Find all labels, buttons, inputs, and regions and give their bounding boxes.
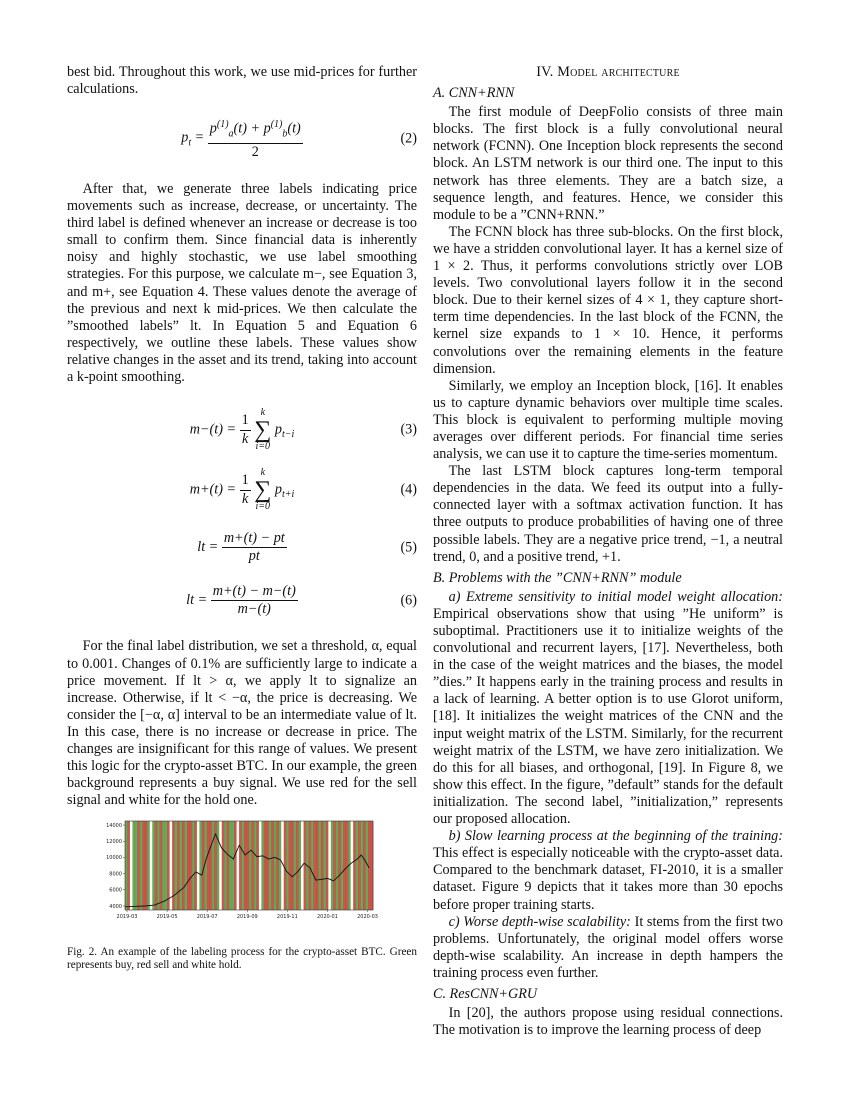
subsection-a-heading: A. CNN+RNN <box>433 85 515 102</box>
label-band <box>135 821 138 910</box>
label-band <box>256 821 259 910</box>
label-band <box>194 821 197 910</box>
label-band <box>368 821 371 910</box>
label-band <box>209 821 212 910</box>
label-band <box>289 821 292 910</box>
label-band <box>333 821 336 910</box>
x-tick-label: 2020-03 <box>357 914 379 920</box>
label-band <box>229 821 232 910</box>
y-tick-label: 6000 <box>109 887 122 894</box>
equation-number: (4) <box>400 481 417 498</box>
x-tick-label: 2019-09 <box>236 914 258 920</box>
x-tick-label: 2019-05 <box>156 914 178 920</box>
equation-number: (6) <box>400 592 417 609</box>
label-band <box>309 821 312 910</box>
y-tick-label: 8000 <box>109 871 122 878</box>
label-band <box>296 821 299 910</box>
label-band <box>266 821 269 910</box>
right-column <box>433 64 783 1039</box>
label-band <box>279 821 282 910</box>
label-band <box>224 821 227 910</box>
label-band <box>219 821 222 910</box>
label-band <box>160 821 163 910</box>
label-band <box>341 821 344 910</box>
label-band <box>286 821 289 910</box>
label-band <box>212 821 215 910</box>
rescnn-paragraph-1: In [20], the authors propose using residual connections. The motivation is to improve the learning process of deep <box>433 1005 783 1039</box>
equation-number: (2) <box>400 130 417 147</box>
label-band <box>197 821 200 910</box>
y-tick-label: 4000 <box>109 903 122 910</box>
label-band <box>294 821 297 910</box>
label-band <box>185 821 188 910</box>
label-band <box>187 821 190 910</box>
label-band <box>269 821 272 910</box>
label-band <box>147 821 150 910</box>
label-band <box>346 821 349 910</box>
problem-c-paragraph: c) Worse depth-wise scalability: It stems from the first two problems. Unfortunately, the original model offers worse depth-wise scalability. An increase in depth hampers the training process even further. <box>433 913 783 981</box>
figure-caption: Fig. 2. An example of the labeling process for the crypto-asset BTC. Green represents buy, red sell and white hold. <box>67 946 417 971</box>
label-band <box>244 821 247 910</box>
problem-a-paragraph: a) Extreme sensitivity to initial model weight allocation: Empirical observations show that using ”He uniform” is suboptimal. Practitioners use it to initialize weights of the convolutional and recurrent layers, [17]. Nevertheless, both in the case of the weight matrices and the biases, the model ”dies.” It happens early in the training process and results in a lack of learning. A better option is to use Glorot uniform, [18]. It initializes the weight matrices of the CNN and the input weight matrix of the LSTM. Similarly, for the recurrent weight matrix of the LSTM, we have zero initialization. We do this for all biases, and orthogonal, [19]. In Figure 8, we show this effect. In the figure, ”default” stands for the default initialization. The second label, ”initialization,” represents our proposed allocation. <box>433 588 783 828</box>
label-band <box>318 821 321 910</box>
label-band <box>189 821 192 910</box>
label-band <box>130 821 133 910</box>
cnn-rnn-paragraph-1: The first module of DeepFolio consists of three main blocks. The first block is a fully convolutional neural network (FCNN). One Inception block represents the second block. An LSTM network is our third one. The input to this network has three elements. They are a batch size, a sequence length, and features. Hence, we consider this module to be a ”CNN+RNN.” <box>433 104 783 223</box>
label-band <box>274 821 277 910</box>
threshold-paragraph: For the final label distribution, we set a threshold, α, equal to 0.001. Changes of 0.1% are sufficiently large to indicate a price movement. If lt > α, we apply lt to signalize an increase. Otherwise, if lt < −α, the price is decreasing. We consider the [−α, α] interval to be an intermediate value of lt. In this case, there is no increase or decrease in price. The changes are insignificant for this range of values. We present this logic for the crypto-asset BTC. In our example, the green background represents a buy signal. We use red for the sell signal and white for the hold one. <box>67 638 417 809</box>
label-band <box>222 821 225 910</box>
y-tick-label: 10000 <box>106 855 122 862</box>
label-band <box>140 821 143 910</box>
label-band <box>165 821 168 910</box>
label-band <box>284 821 287 910</box>
label-band <box>259 821 262 910</box>
equation-number: (5) <box>400 539 417 556</box>
label-band <box>217 821 220 910</box>
equation-4: m+(t) = $\frac{1}{k}$ k ∑ i=0 $p_{t+i}$ (4) <box>189 467 417 513</box>
label-band <box>313 821 316 910</box>
labels-paragraph: After that, we generate three labels indicating price movements such as increase, decrease, or uncertainty. The third label is defined whenever an increase or decrease is too small to confirm them. Since financial data is inherently noisy and highly stochastic, we use label smoothing strategies. For this purpose, we calculate m−, see Equation 3, and m+, see Equation 4. These values denote the average of the previous and next k mid-prices. We then calculate the ”smoothed labels” lt. In Equation 5 and Equation 6 respectively, we outline these labels. These values show relative changes in the asset and its trend, taking into account a k-point smoothing. <box>67 180 417 385</box>
label-band <box>234 821 237 910</box>
label-band <box>343 821 346 910</box>
problem-b-paragraph: b) Slow learning process at the beginning of the training: This effect is especially noticeable with the crypto-asset data. Compared to the benchmark dataset, FI-2010, it is a smaller dataset. Figure 9 depicts that it takes more than 30 epochs before proper training starts. <box>433 828 783 913</box>
label-band <box>242 821 245 910</box>
label-band <box>239 821 242 910</box>
label-band <box>207 821 210 910</box>
intro-paragraph: best bid. Throughout this work, we use mid-prices for further calculations. <box>67 64 417 98</box>
label-band <box>336 821 339 910</box>
label-band <box>182 821 185 910</box>
label-band <box>331 821 334 910</box>
label-band <box>192 821 195 910</box>
label-band <box>145 821 148 910</box>
label-band <box>137 821 140 910</box>
label-band <box>142 821 145 910</box>
label-band <box>316 821 319 910</box>
label-band <box>311 821 314 910</box>
label-band <box>167 821 170 910</box>
cnn-rnn-paragraph-4: The last LSTM block captures long-term temporal dependencies in the data. We feed its output into a fully-connected layer with a softmax activation function. It has three outputs to produce probabilities of having one of three possible labels. They are a negative price trend, −1, a neutral trend, 0, and a positive trend, +1. <box>433 463 783 565</box>
equation-5: lt = $\frac{m+(t) - pt}{pt}$ (5) <box>197 530 417 565</box>
label-band <box>358 821 361 910</box>
chart-svg <box>105 818 387 921</box>
label-band <box>304 821 307 910</box>
label-band <box>249 821 252 910</box>
label-band <box>291 821 294 910</box>
left-column <box>67 64 417 809</box>
label-band <box>180 821 183 910</box>
label-band <box>125 821 128 910</box>
label-band <box>338 821 341 910</box>
label-band <box>299 821 302 910</box>
label-band <box>264 821 267 910</box>
label-band <box>353 821 356 910</box>
label-band <box>328 821 331 910</box>
x-tick-label: 2019-03 <box>116 914 138 920</box>
label-band <box>237 821 240 910</box>
y-tick-label: 12000 <box>106 839 122 846</box>
label-band <box>254 821 257 910</box>
section-heading: IV. Model architecture <box>536 64 680 80</box>
label-band <box>152 821 155 910</box>
cnn-rnn-paragraph-2: The FCNN block has three sub-blocks. On the first block, we have a stridden convolutional layer. It has a kernel size of 1 × 2. Thus, it performs convolutions strictly over LOB levels. Two convolutional layers follow it in the second block. Due to their kernel sizes of 4 × 1, they capture short-term time dependencies. In the last block of the FCNN, the kernel size expands to 1 × 10. Hence, it performs convolutions over the remaining elements in the feature dimension. <box>433 223 783 377</box>
label-band <box>150 821 153 910</box>
label-band <box>155 821 158 910</box>
x-tick-label: 2019-11 <box>276 914 298 920</box>
label-band <box>363 821 366 910</box>
equation-number: (3) <box>400 421 417 438</box>
label-band <box>321 821 324 910</box>
label-band <box>175 821 178 910</box>
subsection-b-heading: B. Problems with the ”CNN+RNN” module <box>433 569 682 586</box>
label-band <box>351 821 354 910</box>
label-band <box>323 821 326 910</box>
cnn-rnn-paragraph-3: Similarly, we employ an Inception block, [16]. It enables us to capture dynamic behaviors over multiple time scales. This block is equivalent to performing multiple moving averages over different periods. For financial time series analysis, we can use it to capture the time-series momentum. <box>433 377 783 463</box>
label-band <box>227 821 230 910</box>
x-tick-label: 2020-01 <box>317 914 338 920</box>
label-band <box>271 821 274 910</box>
subsection-c-heading: C. ResCNN+GRU <box>433 985 538 1002</box>
y-tick-label: 14000 <box>106 822 122 829</box>
btc-label-chart <box>105 818 387 921</box>
label-band <box>261 821 264 910</box>
label-band <box>361 821 364 910</box>
x-tick-label: 2019-07 <box>196 914 218 920</box>
label-band <box>356 821 359 910</box>
label-band <box>157 821 160 910</box>
label-band <box>127 821 130 910</box>
label-band <box>232 821 235 910</box>
label-band <box>199 821 202 910</box>
label-band <box>276 821 279 910</box>
label-band <box>247 821 250 910</box>
label-band <box>132 821 135 910</box>
label-band <box>251 821 254 910</box>
equation-3: m−(t) = $\frac{1}{k}$ k ∑ i=0 $p_{t-i}$ (3) <box>189 407 417 453</box>
label-band <box>177 821 180 910</box>
equation-6: lt = $\frac{m+(t) - m-(t)}{m-(t)}$ (6) <box>186 583 417 618</box>
equation-2: $p_t$ = $\frac{p^{(1)}_a(t) + p^{(1)}_b(t)}{2}$ (2) <box>67 116 417 161</box>
label-band <box>162 821 165 910</box>
label-band <box>326 821 329 910</box>
